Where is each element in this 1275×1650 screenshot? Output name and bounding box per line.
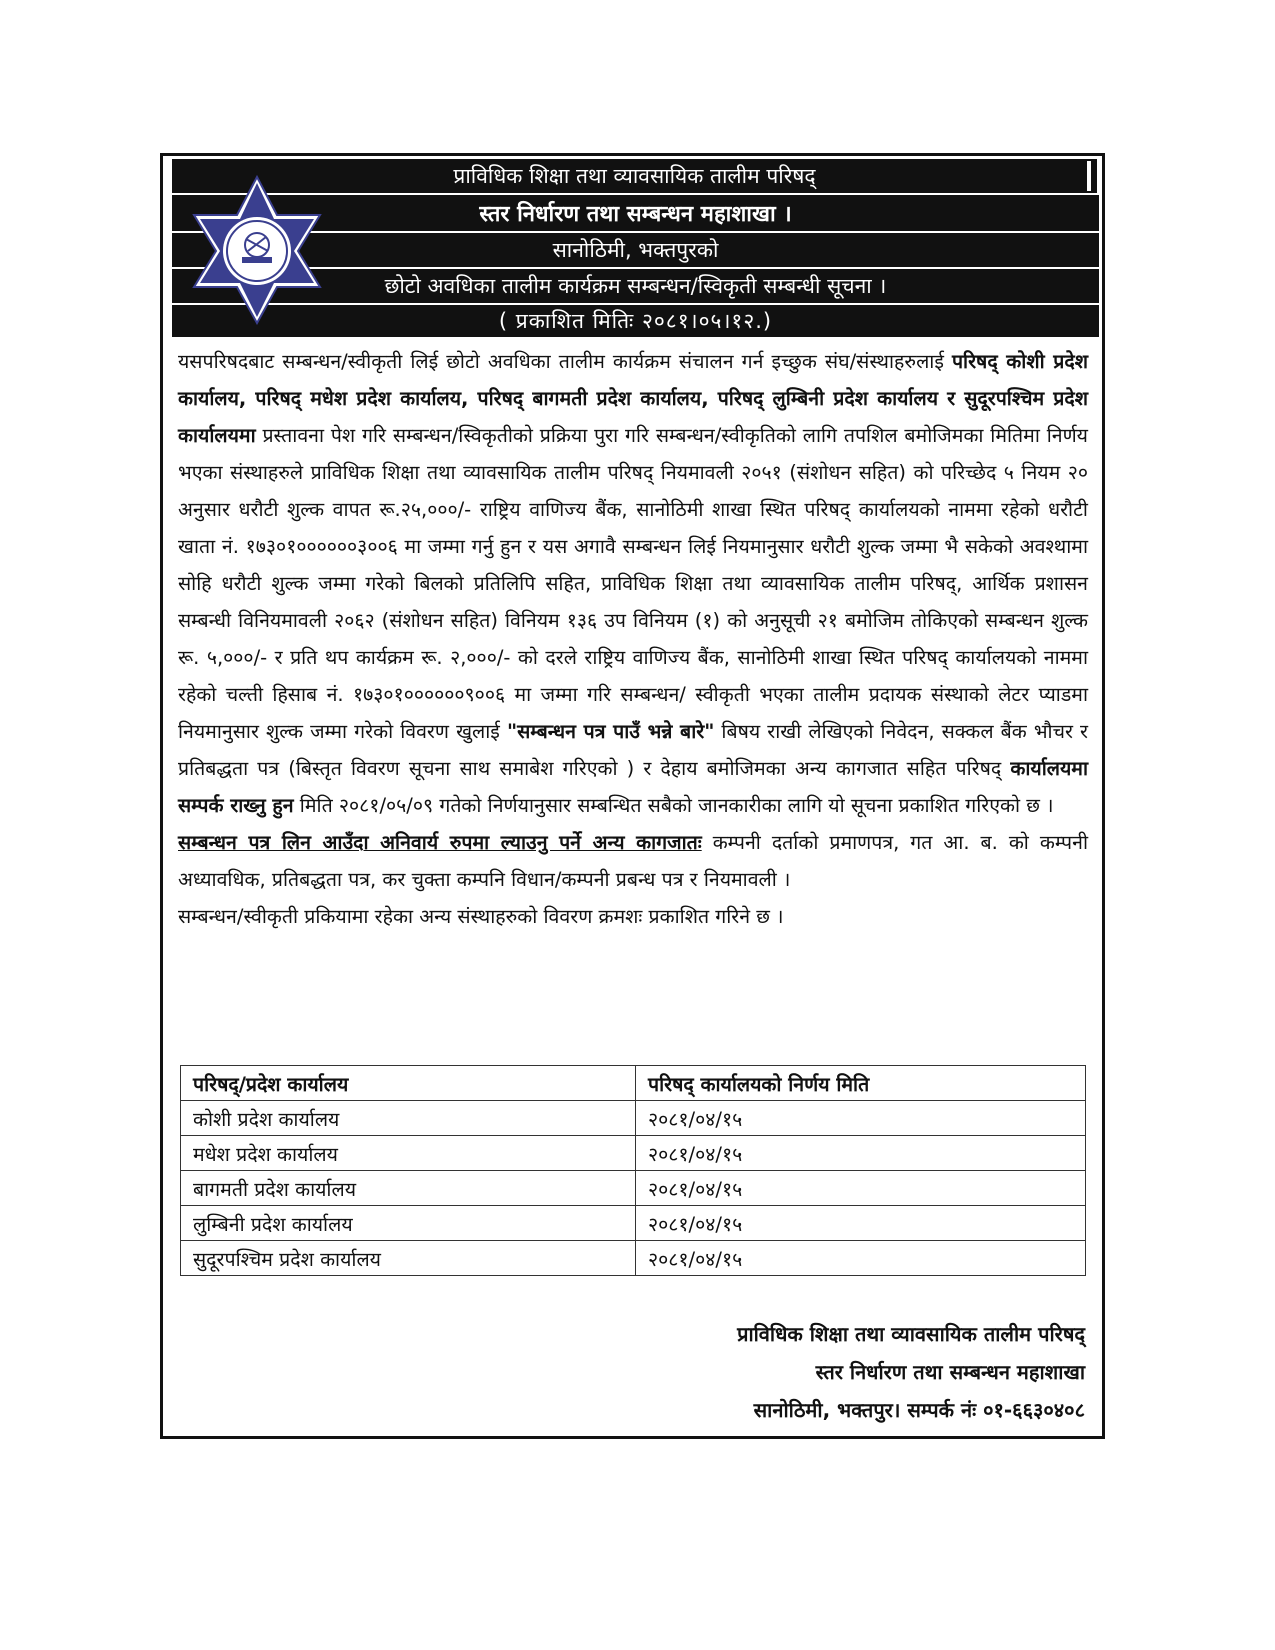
signature-contact: सानोठिमी, भक्तपुर। सम्पर्क नंः ०१-६६३०४०८ (753, 1398, 1085, 1422)
table-row (181, 1241, 1086, 1276)
table-cell-date: २०८१/०४/१५ (636, 1136, 1086, 1171)
table-header-decision-date: परिषद् कार्यालयको निर्णय मिति (636, 1066, 1086, 1101)
table-row (181, 1171, 1086, 1206)
ctevt-star-emblem-icon (190, 175, 324, 325)
body-text-run: प्रस्तावना पेश गरि सम्बन्धन/स्विकृतीको प्रक्रिया पुरा गरि सम्बन्धन/स्वीकृतिको लागि तपशिल बमोजिमका मितिमा निर्णय भएका संस्थाहरुले प्राविधिक शिक्षा तथा व्यावसायिक तालीम परिषद् नियमावली २०५१ (संशोधन सहित) को परिच्छेद ५ नियम २० अनुसार धरौटी शुल्क वापत रू.२५,०००/- राष्ट्रिय वाणिज्य बैंक, सानोठिमी शाखा स्थित परिषद् कार्यालयको नाममा रहेको धरौटी खाता नं. १७३०१००००००३००६ मा जम्मा गर्नु हुन र यस अगावै सम्बन्धन लिई नियमानुसार धरौटी शुल्क जम्मा भै सकेको अवश्थामा सोहि धरौटी शुल्क जम्मा गरेको बिलको प्रतिलिपि सहित, प्राविधिक शिक्षा तथा व्यावसायिक तालीम परिषद्, आर्थिक प्रशासन सम्बन्धी विनियमावली २०६२ (संशोधन सहित) विनियम १३६ उप विनियम (१) को अनुसूची २१ बमोजिम तोकिएको सम्बन्धन शुल्क रू. ५,०००/- र प्रति थप कार्यक्रम रू. २,०००/- को दरले राष्ट्रिय वाणिज्य बैंक, सानोठिमी शाखा स्थित परिषद् कार्यालयको नाममा रहेको चल्ती हिसाब नं. १७३०१००००००९००६ मा जम्मा गरि सम्बन्धन/ स्वीकृती भएका तालीम प्रदायक संस्थाको लेटर प्याडमा नियमानुसार शुल्क जम्मा गरेको विवरण खुलाई (178, 424, 1088, 743)
header-org-name: प्राविधिक शिक्षा तथा व्यावसायिक तालीम परिषद् (172, 159, 1097, 193)
signature-org: प्राविधिक शिक्षा तथा व्यावसायिक तालीम परिषद् (737, 1322, 1085, 1346)
body-bold-offices: परिषद् कोशी प्रदेश कार्यालय, परिषद् मधेश प्रदेश कार्यालय, परिषद् बागमती प्रदेश कार्यालय, परिषद् लुम्बिनी प्रदेश कार्यालय र सुदूरपश्चिम प्रदेश कार्यालयमा (178, 350, 1088, 447)
signature-block (737, 1315, 1085, 1429)
header-publish-date: ( प्रकाशित मितिः २०८१।०५।१२.) (172, 305, 1099, 337)
table-header-office: परिषद्/प्रदेश कार्यालय (181, 1066, 636, 1101)
body-bold-subject: "सम्बन्धन पत्र पाउँ भन्ने बारे" (506, 720, 715, 743)
table-row (181, 1206, 1086, 1241)
requirements-text: कम्पनी दर्ताको प्रमाणपत्र, गत आ. ब. को कम्पनी अध्यावधिक, प्रतिबद्धता पत्र, कर चुक्ता कम्पनि विधान/कम्पनी प्रबन्ध पत्र र नियमावली । (178, 831, 1088, 891)
body-paragraph-requirements (178, 824, 1088, 898)
notice-header (172, 159, 1099, 335)
table-cell-office: सुदूरपश्चिम प्रदेश कार्यालय (181, 1241, 636, 1276)
table-cell-office: लुम्बिनी प्रदेश कार्यालय (181, 1206, 636, 1241)
header-division: स्तर निर्धारण तथा सम्बन्धन महाशाखा । (172, 195, 1099, 231)
offices-decision-table (180, 1065, 1086, 1276)
notice-body (178, 343, 1088, 935)
table-cell-office: बागमती प्रदेश कार्यालय (181, 1171, 636, 1206)
header-location: सानोठिमी, भक्तपुरको (172, 233, 1099, 267)
table-row (181, 1101, 1086, 1136)
table-cell-date: २०८१/०४/१५ (636, 1206, 1086, 1241)
body-bold-contact: कार्यालयमा सम्पर्क राख्नु हुन (178, 757, 1088, 817)
body-text-run: यसपरिषदबाट सम्बन्धन/स्वीकृती लिई छोटो अवधिका तालीम कार्यक्रम संचालन गर्न इच्छुक संघ/संस्थाहरुलाई (178, 350, 952, 373)
table-cell-office: मधेश प्रदेश कार्यालय (181, 1136, 636, 1171)
body-paragraph-main (178, 343, 1088, 824)
table-row (181, 1136, 1086, 1171)
signature-division: स्तर निर्धारण तथा सम्बन्धन महाशाखा (815, 1360, 1085, 1384)
table-cell-office: कोशी प्रदेश कार्यालय (181, 1101, 636, 1136)
table-header-row (181, 1066, 1086, 1101)
table-cell-date: २०८१/०४/१५ (636, 1241, 1086, 1276)
table-cell-date: २०८१/०४/१५ (636, 1171, 1086, 1206)
header-notice-title: छोटो अवधिका तालीम कार्यक्रम सम्बन्धन/स्विकृती सम्बन्धी सूचना । (172, 269, 1099, 303)
body-paragraph-closing: सम्बन्धन/स्वीकृती प्रकियामा रहेका अन्य संस्थाहरुको विवरण क्रमशः प्रकाशित गरिने छ । (178, 905, 784, 928)
table-cell-date: २०८१/०४/१५ (636, 1101, 1086, 1136)
body-text-run: मिति २०८१/०५/०९ गतेको निर्णयानुसार सम्बन्धित सबैको जानकारीका लागि यो सूचना प्रकाशित गरिएको छ । (293, 794, 1054, 817)
requirements-heading: सम्बन्धन पत्र लिन आउँदा अनिवार्य रुपमा ल्याउनु पर्ने अन्य कागजातः (178, 831, 702, 854)
body-text-run: बिषय राखी लेखिएको निवेदन, सक्कल बैंक भौचर र प्रतिबद्धता पत्र (बिस्तृत विवरण सूचना साथ समाबेश गरिएको ) र देहाय बमोजिमका अन्य कागजात सहित परिषद् (178, 720, 1088, 780)
